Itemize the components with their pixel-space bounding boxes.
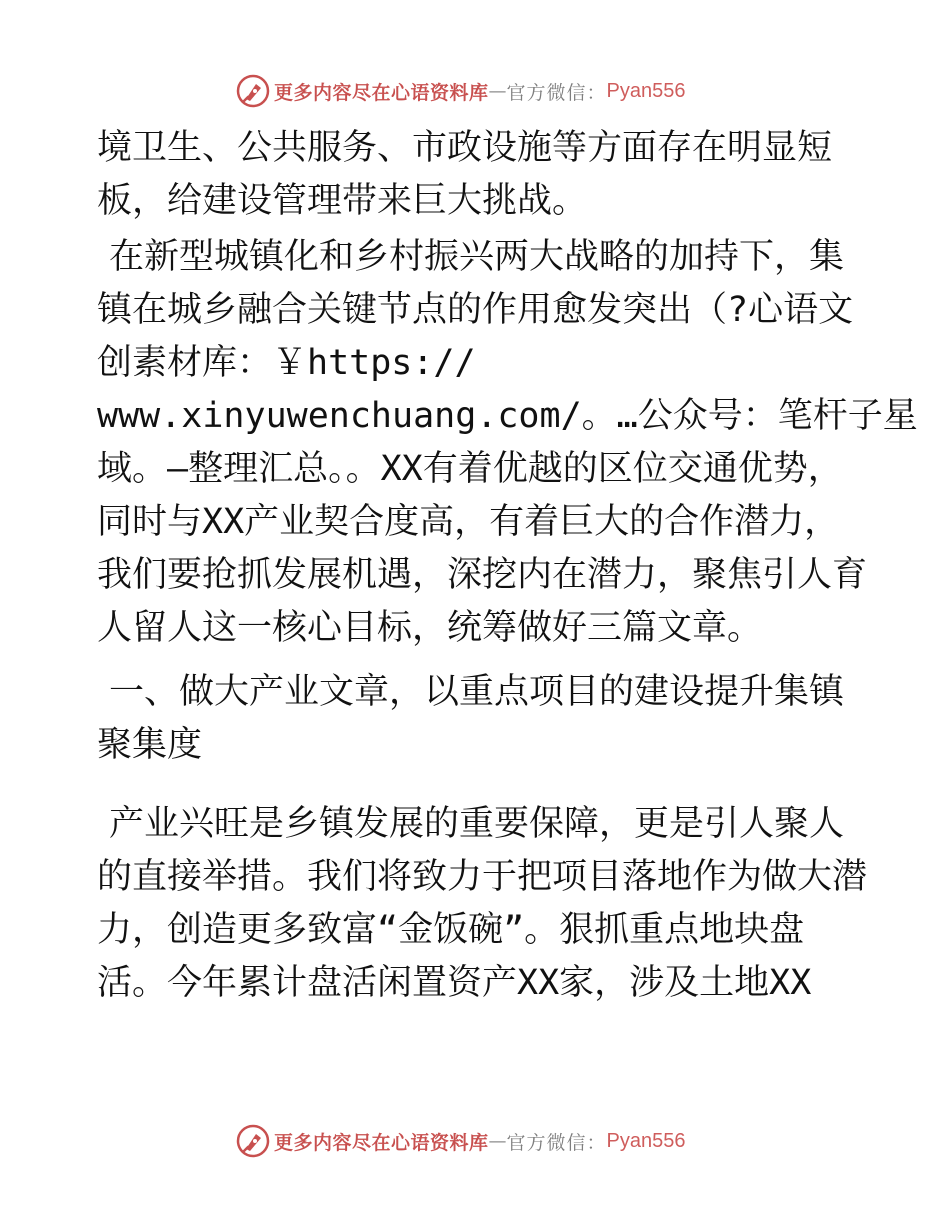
document-body xyxy=(97,122,918,1010)
paragraph-2 xyxy=(97,231,918,655)
text-line: www.xinyuwenchuang.com/。…公众号：笔杆子星 xyxy=(97,396,918,436)
paragraph-3 xyxy=(97,798,868,1010)
watermark-brand: 更多内容尽在心语资料库 xyxy=(274,81,489,104)
header-watermark xyxy=(236,71,686,111)
text-line: 一、做大产业文章，以重点项目的建设提升集镇 xyxy=(109,672,845,712)
watermark-wechat-id: Pyan556 xyxy=(606,79,686,102)
watermark-official-label: 官方微信： xyxy=(506,81,607,104)
text-line: 镇在城乡融合关键节点的作用愈发突出（?心语文 xyxy=(97,290,854,330)
watermark-wechat-id: Pyan556 xyxy=(606,1129,686,1152)
text-line: 我们要抢抓发展机遇，深挖内在潜力，聚焦引人育 xyxy=(97,555,868,595)
text-line: 活。今年累计盘活闲置资产XX家，涉及土地XX xyxy=(97,963,812,1003)
pen-nib-circle-icon xyxy=(236,1124,270,1158)
text-line: 域。—整理汇总。。XX有着优越的区位交通优势， xyxy=(97,449,843,489)
text-line: 人留人这一核心目标，统筹做好三篇文章。 xyxy=(97,608,763,648)
section-heading xyxy=(97,666,857,772)
text-line: 板，给建设管理带来巨大挑战。 xyxy=(97,181,588,221)
paragraph-1 xyxy=(97,122,857,228)
text-line: 聚集度 xyxy=(97,725,203,765)
text-line: 在新型城镇化和乡村振兴两大战略的加持下，集 xyxy=(109,237,845,277)
watermark-separator: — xyxy=(488,1130,507,1152)
text-line: 产业兴旺是乡镇发展的重要保障，更是引人聚人 xyxy=(109,804,845,844)
text-line: 力，创造更多致富“金饭碗”。狠抓重点地块盘 xyxy=(97,910,805,950)
text-line: 的直接举措。我们将致力于把项目落地作为做大潜 xyxy=(97,857,868,897)
text-line: 创素材库：￥https:// xyxy=(97,343,476,383)
text-line: 同时与XX产业契合度高，有着巨大的合作潜力， xyxy=(97,502,840,542)
watermark-official-label: 官方微信： xyxy=(506,1131,607,1154)
footer-watermark xyxy=(236,1121,686,1161)
text-line: 境卫生、公共服务、市政设施等方面存在明显短 xyxy=(97,128,833,168)
watermark-brand: 更多内容尽在心语资料库 xyxy=(274,1131,489,1154)
pen-nib-circle-icon xyxy=(236,74,270,108)
watermark-separator: — xyxy=(488,80,507,102)
